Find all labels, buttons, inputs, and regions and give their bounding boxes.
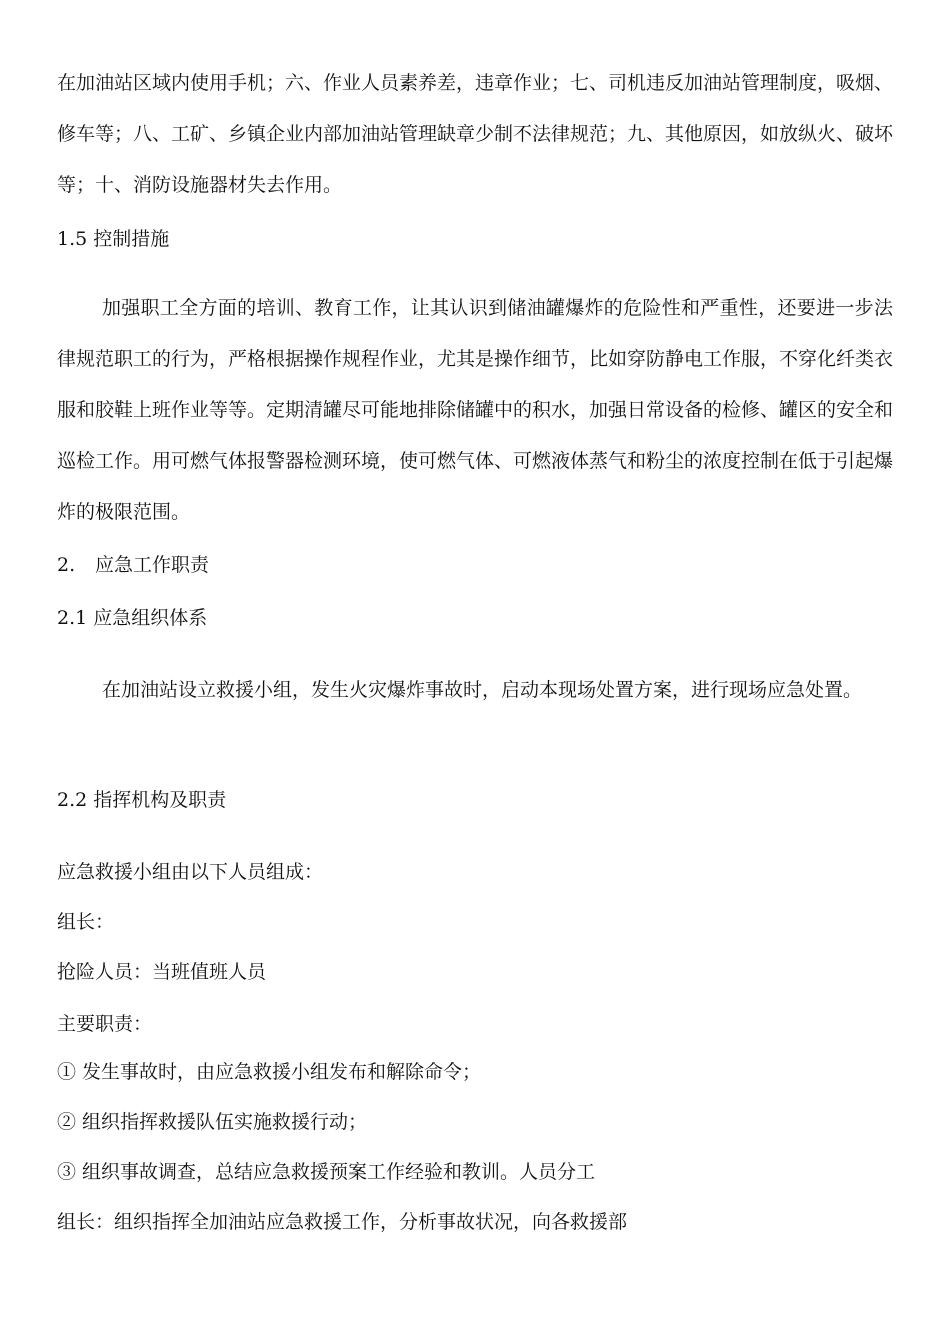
heading-2-1-organization: 2.1 应急组织体系: [57, 607, 208, 629]
heading-2-text: 应急工作职责: [95, 554, 210, 576]
line-main-duties: 主要职责：: [57, 1013, 153, 1035]
heading-2-2-command: 2.2 指挥机构及职责: [57, 789, 227, 811]
paragraph-organization: 在加油站设立救援小组，发生火灾爆炸事故时，启动本现场处置方案，进行现场应急处置。: [102, 679, 863, 701]
line-duty-1: ① 发生事故时，由应急救援小组发布和解除命令；: [57, 1061, 482, 1083]
line-duty-2: ② 组织指挥救援队伍实施救援行动；: [57, 1111, 368, 1133]
heading-2-number: 2.: [57, 554, 76, 576]
line-leader-role: 组长：组织指挥全加油站应急救援工作，分析事故状况，向各救援部: [57, 1211, 628, 1233]
heading-2-emergency-duties: [57, 553, 893, 577]
paragraph-control-measures: 加强职工全方面的培训、教育工作，让其认识到储油罐爆炸的危险性和严重性，还要进一步法律规范职工的行为，严格根据操作规程作业，尤其是操作细节，比如穿防静电工作服，不穿化纤类衣服和胶鞋上班作业等等。定期清罐尽可能地排除储罐中的积水，加强日常设备的检修、罐区的安全和巡检工作。用可燃气体报警器检测环境，使可燃气体、可燃液体蒸气和粉尘的浓度控制在低于引起爆炸的极限范围。: [57, 297, 894, 523]
paragraph-continuation: 在加油站区域内使用手机；六、作业人员素养差，违章作业；七、司机违反加油站管理制度，吸烟、修车等；八、工矿、乡镇企业内部加油站管理缺章少制不法律规范；九、其他原因，如放纵火、破坏等；十、消防设施器材失去作用。: [57, 72, 894, 196]
line-rescuers: 抢险人员：当班值班人员: [57, 961, 267, 983]
line-leader: 组长：: [57, 911, 115, 933]
heading-1-5-control-measures: 1.5 控制措施: [57, 228, 170, 250]
line-team-composition: 应急救援小组由以下人员组成：: [57, 861, 324, 883]
line-duty-3: ③ 组织事故调查，总结应急救援预案工作经验和教训。人员分工: [57, 1161, 596, 1183]
